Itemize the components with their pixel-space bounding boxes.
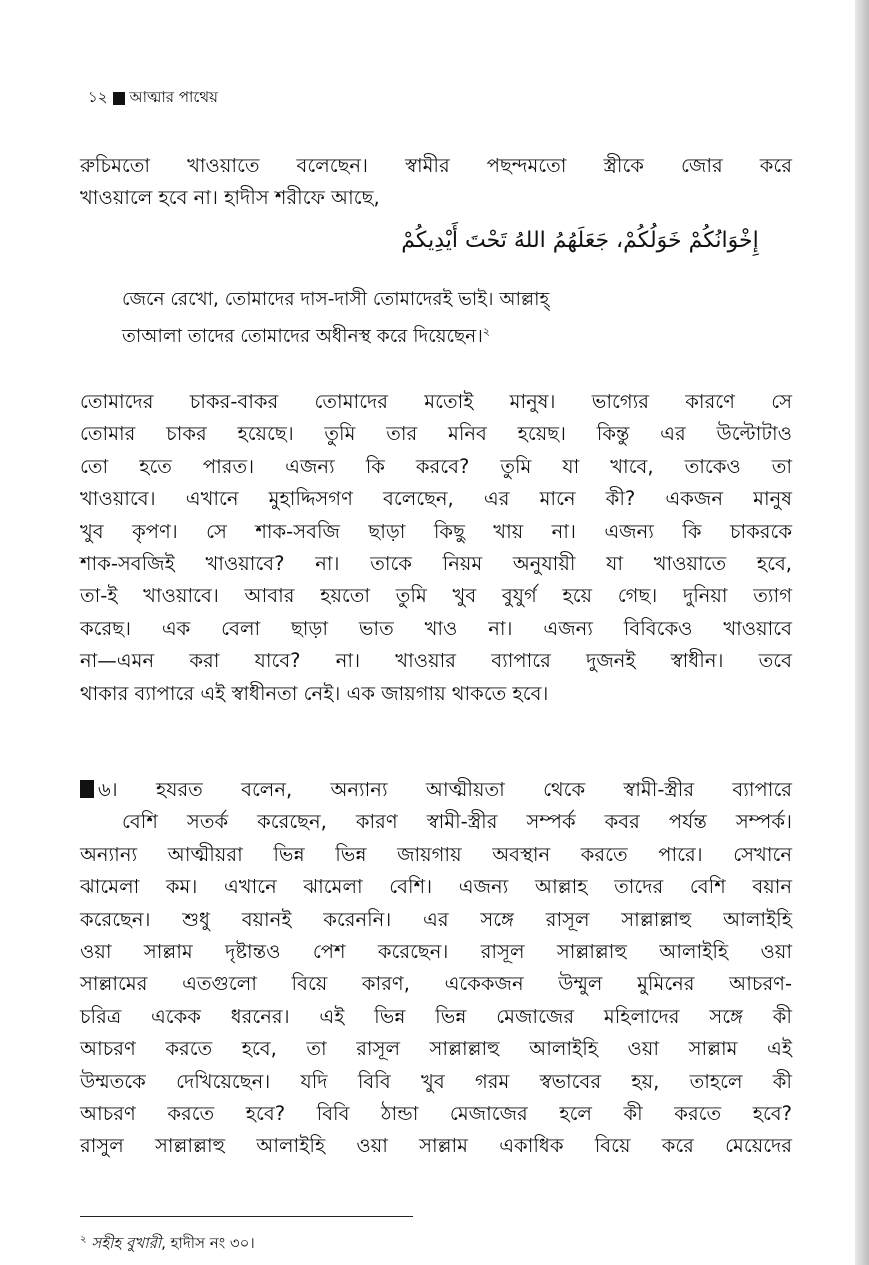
text-line: জেনে রেখো, তোমাদের দাস-দাসী তোমাদেরই ভাই। আল্লাহ্ [122,289,550,310]
text-line: রাসুল সাল্লাল্লাহু আলাইহি ওয়া সাল্লাম একাধিক বিয়ে করে মেয়েদের [80,1134,792,1158]
text-line-content: হযরত বলেন, অন্যান্য আত্মীয়তা থেকে স্বামী-স্ত্রীর ব্যাপারে [155,778,793,801]
footnote-marker: ২ [80,1234,87,1245]
page-edge-shadow [855,0,869,1265]
text-line: তো হতে পারত। এজন্য কি করবে? তুমি যা খাবে, তাকেও তা [80,454,792,478]
text-line [122,316,762,353]
text-line: ঝামেলা কম। এখানে ঝামেলা বেশি। এজন্য আল্লাহ তাদের বেশি বয়ান [80,875,792,899]
paragraph-2 [80,386,792,710]
footnote-source: সহীহ বুখারী [91,1234,162,1252]
footnote-reference[interactable]: ২ [482,325,490,338]
text-line: করেছেন। শুধু বয়ানই করেননি। এর সঙ্গে রাসূল সাল্লাল্লাহু আলাইহি [80,907,792,931]
section-marker-icon [80,780,94,798]
text-line [80,774,792,806]
text-line: শাক-সবজিই খাওয়াবে? না। তাকে নিয়ম অনুযায়ী যা খাওয়াতে হবে, [80,552,792,576]
text-line-content: তাআলা তাদের তোমাদের অধীনস্থ করে দিয়েছেন। [122,326,483,348]
text-line: না—এমন করা যাবে? না। খাওয়ার ব্যাপারে দুজনই স্বাধীন। তবে [80,649,792,673]
text-line: অন্যান্য আত্মীয়রা ভিন্ন ভিন্ন জায়গায় অবস্থান করতে পারে। সেখানে [80,842,792,866]
text-line: ওয়া সাল্লাম দৃষ্টান্তও পেশ করেছেন। রাসূল সাল্লাল্লাহু আলাইহি ওয়া [80,940,792,964]
text-line: চরিত্র একেক ধরনের। এই ভিন্ন ভিন্ন মেজাজের মহিলাদের সঙ্গে কী [80,1004,792,1028]
paragraph-3 [80,774,792,1163]
footnote-detail: , হাদীস নং ৩০। [161,1234,255,1252]
text-line: তা-ই খাওয়াবে। আবার হয়তো তুমি খুব বুযুর্গ হয়ে গেছ। দুনিয়া ত্যাগ [80,584,792,608]
running-head [88,86,218,111]
section-number: ৬। [98,778,118,801]
text-line: রুচিমতো খাওয়াতে বলেছেন। স্বামীর পছন্দমতো স্ত্রীকে জোর করে [80,154,792,177]
text-line: তোমার চাকর হয়েছে। তুমি তার মনিব হয়েছ। কিন্তু এর উল্টোটাও [80,422,792,446]
footnote [80,1232,255,1257]
text-line: আচরণ করতে হবে? বিবি ঠান্ডা মেজাজের হলে কী করতে হবে? [80,1102,792,1126]
text-line: তোমাদের চাকর-বাকর তোমাদের মতোই মানুষ। ভাগ্যের কারণে সে [80,390,792,413]
paragraph-1 [80,150,792,215]
page-number: ১২ [88,88,108,106]
square-bullet-icon [113,92,125,105]
text-line: থাকার ব্যাপারে এই স্বাধীনতা নেই। এক জায়গায় থাকতে হবে। [80,681,549,705]
text-line: করেছ। এক বেলা ছাড়া ভাত খাও না। এজন্য বিবিকেও খাওয়াবে [80,616,792,640]
hadith-translation [122,284,762,353]
text-line: আচরণ করতে হবে, তা রাসূল সাল্লাল্লাহু আলাইহি ওয়া সাল্লাম এই [80,1037,792,1061]
text-line: সাল্লামের এতগুলো বিয়ে কারণ, একেকজন উম্মুল মুমিনের আচরণ- [80,972,792,996]
text-line: উম্মতকে দেখিয়েছেন। যদি বিবি খুব গরম স্বভাবের হয়, তাহলে কী [80,1069,792,1093]
text-line: খাওয়াবে। এখানে মুহাদ্দিসগণ বলেছেন, এর মানে কী? একজন মানুষ [80,487,792,511]
text-line: খুব কৃপণ। সে শাক-সবজি ছাড়া কিছু খায় না। এজন্য কি চাকরকে [80,519,792,543]
book-title: আত্মার পাথেয় [129,88,218,106]
text-line: খাওয়ালে হবে না। হাদীস শরীফে আছে, [80,186,380,210]
footnote-divider [80,1216,413,1217]
arabic-hadith-quote: إِخْوَانُكُمْ خَوَلُكُمْ، جَعَلَهُمُ اللهُ تَحْتَ أَيْدِيكُمْ [401,228,759,253]
text-line: বেশি সতর্ক করেছেন, কারণ স্বামী-স্ত্রীর সম্পর্ক কবর পর্যন্ত সম্পর্ক। [122,810,792,834]
